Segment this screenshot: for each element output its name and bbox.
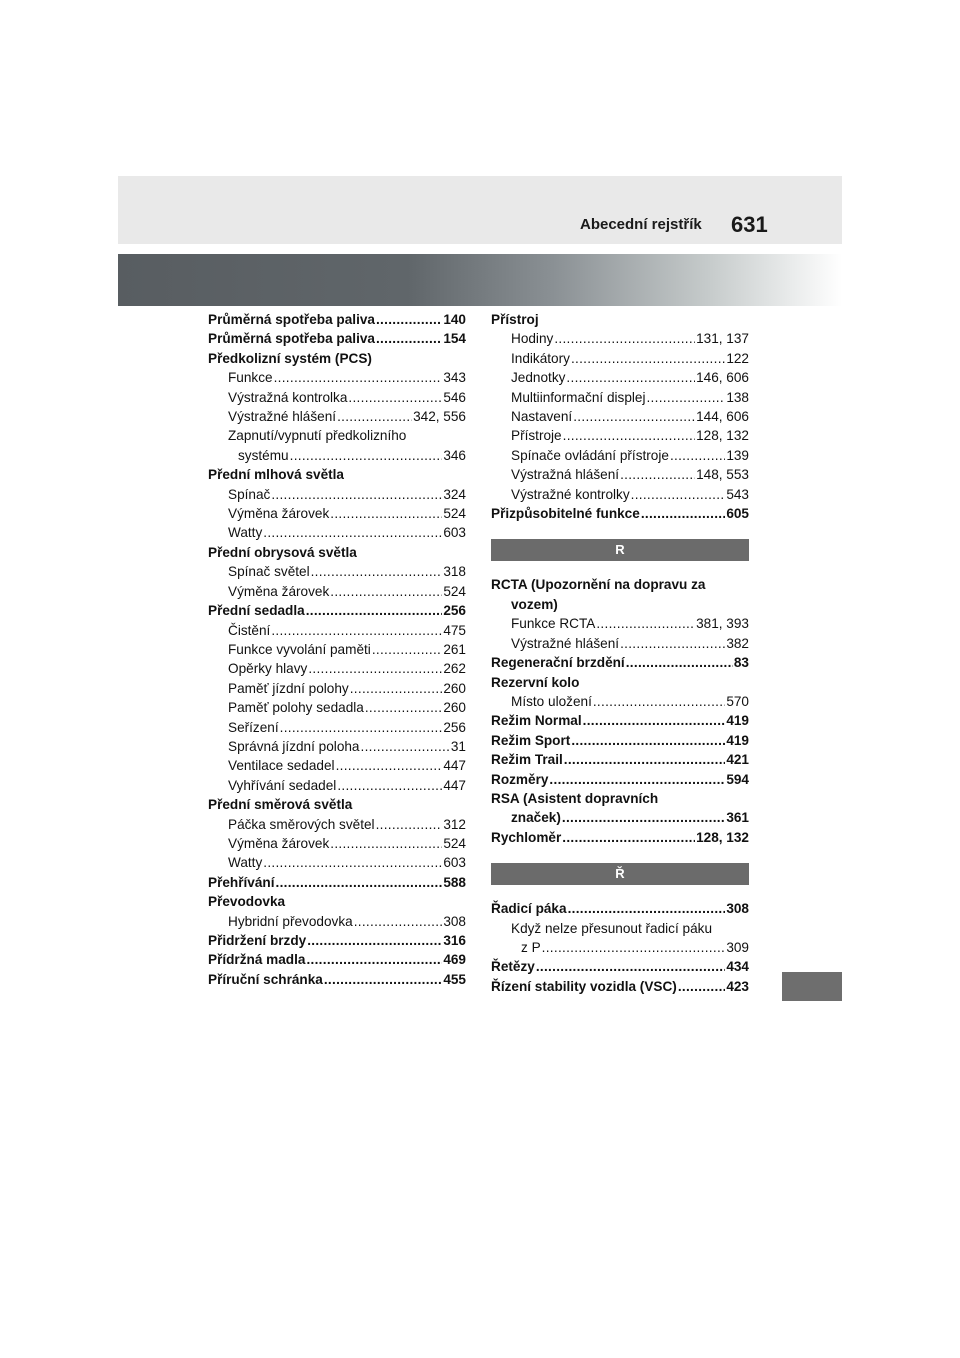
index-entry	[208, 815, 466, 834]
index-entry	[208, 756, 466, 775]
index-entry-pages: 342, 556	[413, 409, 466, 425]
section-letter-bar: R	[491, 539, 749, 561]
index-entry-label: Funkce RCTA	[511, 616, 596, 632]
index-entry-pages: 256	[443, 603, 466, 619]
index-entry-pages: 475	[443, 622, 466, 638]
index-entry-pages: 261	[443, 641, 466, 657]
index-entry	[491, 614, 749, 633]
decorative-gradient-bar	[118, 254, 842, 306]
index-entry-label: Režim Trail	[491, 752, 563, 768]
index-entry-label: Hybridní převodovka	[228, 913, 353, 929]
index-entry	[208, 426, 466, 445]
index-entry	[491, 770, 749, 789]
index-entry	[491, 711, 749, 730]
index-entry	[491, 485, 749, 504]
index-entry-pages: 144, 606	[696, 409, 749, 425]
dot-leader	[308, 659, 442, 678]
index-entry-label: Přední obrysová světla	[208, 544, 357, 560]
index-entry	[208, 659, 466, 678]
dot-leader	[365, 698, 442, 717]
index-entry-label: Přehřívání	[208, 874, 275, 890]
index-entry	[491, 828, 749, 847]
dot-leader	[376, 329, 442, 348]
index-entry-label: Když nelze přesunout řadicí páku	[511, 920, 713, 936]
index-entry-label: Zapnutí/vypnutí předkolizního	[228, 428, 407, 444]
index-entry-pages: 423	[726, 978, 749, 994]
index-entry-label: Předkolizní systém (PCS)	[208, 350, 372, 366]
dot-leader	[350, 679, 443, 698]
index-entry-label: Správná jízdní poloha	[228, 738, 360, 754]
index-entry-pages: 128, 132	[696, 829, 749, 845]
index-entry-label: RSA (Asistent dopravních	[491, 790, 659, 806]
dot-leader	[372, 640, 443, 659]
index-entry	[491, 310, 749, 329]
index-entry	[491, 407, 749, 426]
index-entry	[208, 912, 466, 931]
index-entry	[208, 834, 466, 853]
index-entry	[208, 349, 466, 368]
dot-leader	[641, 504, 726, 523]
dot-leader	[593, 692, 725, 711]
index-entry-pages: 381, 393	[696, 616, 749, 632]
dot-leader	[336, 756, 443, 775]
index-entry-label: Rychloměr	[491, 829, 562, 845]
index-entry-label: Přední mlhová světla	[208, 467, 344, 483]
dot-leader	[562, 808, 725, 827]
dot-leader	[571, 731, 725, 750]
index-entry-pages: 594	[726, 771, 749, 787]
index-entry-label: Rozměry	[491, 771, 549, 787]
index-entry	[208, 698, 466, 717]
index-entry-pages: 469	[443, 952, 466, 968]
index-entry-pages: 122	[726, 350, 749, 366]
dot-leader	[311, 562, 443, 581]
index-entry-label: Výměna žárovek	[228, 583, 330, 599]
index-entry-label: Jednotky	[511, 370, 566, 386]
index-entry	[491, 692, 749, 711]
index-entry-pages: 262	[443, 661, 466, 677]
index-entry-pages: 260	[443, 700, 466, 716]
index-entry	[208, 582, 466, 601]
index-entry-pages: 324	[443, 486, 466, 502]
index-entry-pages: 419	[726, 732, 749, 748]
index-entry	[208, 504, 466, 523]
index-entry-label: z P	[521, 939, 541, 955]
index-entry-pages: 434	[726, 959, 749, 975]
index-entry-pages: 421	[726, 752, 749, 768]
index-entry-label: RCTA (Upozornění na dopravu za	[491, 577, 706, 593]
dot-leader	[274, 368, 443, 387]
index-entry-pages: 603	[443, 855, 466, 871]
index-entry	[208, 931, 466, 950]
dot-leader	[678, 977, 726, 996]
index-entry-label: Hodiny	[511, 331, 554, 347]
index-entry	[208, 329, 466, 348]
index-entry-pages: 605	[726, 506, 749, 522]
dot-leader	[263, 523, 442, 542]
index-entry	[208, 562, 466, 581]
index-entry-label: Výměna žárovek	[228, 506, 330, 522]
index-entry-label: Funkce vyvolání paměti	[228, 641, 371, 657]
index-entry-pages: 588	[443, 874, 466, 890]
index-entry	[491, 899, 749, 918]
dot-leader	[626, 653, 733, 672]
index-entry-pages: 546	[443, 389, 466, 405]
index-entry-label: Výstražná kontrolka	[228, 389, 348, 405]
index-entry	[208, 892, 466, 911]
index-entry-pages: 316	[443, 933, 466, 948]
index-entry	[491, 789, 749, 808]
index-column-right	[491, 310, 749, 996]
dot-leader	[330, 504, 442, 523]
dot-leader	[337, 776, 442, 795]
index-entry	[491, 653, 749, 672]
dot-leader	[307, 931, 442, 950]
index-entry	[208, 640, 466, 659]
index-entry-label: Watty	[228, 855, 263, 871]
index-entry-label: Spínač	[228, 486, 271, 502]
dot-leader	[330, 834, 442, 853]
index-entry-label: vozem)	[511, 596, 558, 612]
index-entry-label: Páčka směrových světel	[228, 816, 375, 832]
index-entry-label: Seřízení	[228, 719, 279, 735]
index-entry	[208, 543, 466, 562]
index-entry	[208, 368, 466, 387]
index-entry	[491, 673, 749, 692]
index-entry	[491, 329, 749, 348]
index-entry-pages: 128, 132	[696, 428, 749, 444]
index-entry	[208, 776, 466, 795]
index-entry-label: Watty	[228, 525, 263, 541]
index-entry-pages: 256	[443, 719, 466, 735]
index-entry	[491, 504, 749, 523]
index-entry-label: Vyhřívání sedadel	[228, 777, 337, 793]
index-entry-label: Nastavení	[511, 409, 573, 425]
dot-leader	[330, 582, 442, 601]
index-entry-label: Čistění	[228, 622, 271, 638]
index-entry-pages: 140	[443, 312, 466, 327]
index-entry-label: Průměrná spotřeba paliva	[208, 312, 375, 327]
index-entry-pages: 419	[726, 713, 749, 729]
index-entry-pages: 543	[726, 486, 749, 502]
dot-leader	[542, 938, 726, 957]
index-entry-label: Ventilace sedadel	[228, 758, 335, 774]
dot-leader	[536, 957, 725, 976]
dot-leader	[573, 407, 695, 426]
index-entry-label: Výměna žárovek	[228, 835, 330, 851]
dot-leader	[376, 310, 442, 329]
index-entry	[208, 718, 466, 737]
index-entry-label: Přední sedadla	[208, 603, 305, 619]
index-entry	[491, 634, 749, 653]
dot-leader	[337, 407, 412, 426]
index-entry	[491, 595, 749, 614]
index-entry	[208, 970, 466, 989]
section-letter-bar: Ř	[491, 863, 749, 885]
index-entry	[491, 446, 749, 465]
index-entry	[491, 957, 749, 976]
index-entry-label: Indikátory	[511, 350, 570, 366]
index-entry	[208, 465, 466, 484]
dot-leader	[568, 899, 726, 918]
index-entry-pages: 524	[443, 583, 466, 599]
dot-leader	[596, 614, 695, 633]
index-entry-pages: 312	[443, 816, 466, 832]
index-entry-label: Opěrky hlavy	[228, 661, 308, 677]
index-entry-label: Výstražné kontrolky	[511, 486, 630, 502]
index-entry-label: Funkce	[228, 370, 273, 386]
index-entry	[208, 485, 466, 504]
index-entry-pages: 603	[443, 525, 466, 541]
index-entry-pages: 318	[443, 564, 466, 580]
index-entry-pages: 138	[726, 389, 749, 405]
index-entry-label: Paměť polohy sedadla	[228, 700, 364, 716]
dot-leader	[646, 388, 725, 407]
index-entry-label: Přidržení brzdy	[208, 933, 307, 948]
index-entry-pages: 455	[443, 971, 466, 987]
index-entry-pages: 447	[443, 758, 466, 774]
dot-leader	[376, 815, 443, 834]
index-entry	[208, 621, 466, 640]
index-entry	[208, 679, 466, 698]
index-entry-label: Režim Sport	[491, 732, 571, 748]
index-entry-label: Přední směrová světla	[208, 797, 353, 813]
dot-leader	[549, 770, 725, 789]
dot-leader	[271, 621, 442, 640]
dot-leader	[306, 950, 442, 969]
index-entry-label: Výstražné hlášení	[228, 409, 337, 425]
index-entry	[491, 368, 749, 387]
index-entry-pages: 524	[443, 835, 466, 851]
dot-leader	[583, 711, 726, 730]
index-entry	[208, 407, 466, 426]
dot-leader	[554, 329, 695, 348]
index-entry	[208, 601, 466, 620]
index-entry	[491, 426, 749, 445]
index-entry-pages: 361	[726, 810, 749, 826]
index-entry-label: značek)	[511, 810, 561, 826]
dot-leader	[562, 828, 695, 847]
index-entry-pages: 382	[726, 635, 749, 651]
dot-leader	[276, 873, 443, 892]
index-entry-label: Převodovka	[208, 894, 286, 910]
index-entry	[491, 388, 749, 407]
dot-leader	[563, 426, 695, 445]
dot-leader	[306, 601, 443, 620]
index-entry	[491, 938, 749, 957]
index-entry-label: Spínače ovládání přístroje	[511, 447, 669, 463]
dot-leader	[620, 634, 725, 653]
index-entry-pages: 83	[733, 655, 749, 671]
dot-leader	[566, 368, 695, 387]
index-entry	[208, 310, 466, 329]
dot-leader	[263, 853, 442, 872]
index-entry-label: Příruční schránka	[208, 971, 323, 987]
index-entry-label: Režim Normal	[491, 713, 582, 729]
index-entry	[491, 465, 749, 484]
index-entry	[491, 808, 749, 827]
dot-leader	[620, 465, 695, 484]
chapter-thumb-tab	[782, 972, 842, 1001]
dot-leader	[631, 485, 726, 504]
dot-leader	[571, 349, 725, 368]
index-entry	[208, 853, 466, 872]
dot-leader	[670, 446, 725, 465]
index-entry-pages: 308	[726, 901, 749, 917]
index-entry-label: systému	[238, 447, 289, 463]
index-entry	[491, 977, 749, 996]
index-entry-label: Paměť jízdní polohy	[228, 680, 349, 696]
dot-leader	[361, 737, 450, 756]
dot-leader	[271, 485, 442, 504]
index-entry-pages: 570	[726, 693, 749, 709]
index-entry-pages: 524	[443, 506, 466, 522]
index-entry-pages: 148, 553	[696, 467, 749, 483]
index-entry-label: Přístroje	[511, 428, 562, 444]
index-entry-pages: 260	[443, 680, 466, 696]
index-entry-pages: 309	[726, 939, 749, 955]
dot-leader	[290, 446, 443, 465]
dot-leader	[280, 718, 443, 737]
dot-leader	[348, 388, 442, 407]
dot-leader	[354, 912, 443, 931]
index-entry-label: Výstražná hlášení	[511, 467, 620, 483]
index-entry-label: Přídržná madla	[208, 952, 306, 968]
index-entry-pages: 447	[443, 777, 466, 793]
dot-leader	[564, 750, 726, 769]
index-entry	[491, 750, 749, 769]
index-entry	[491, 731, 749, 750]
index-column-left	[208, 310, 466, 989]
index-entry	[208, 446, 466, 465]
index-entry-pages: 131, 137	[696, 331, 749, 347]
index-entry	[491, 919, 749, 938]
index-entry	[208, 388, 466, 407]
index-entry-label: Rezervní kolo	[491, 674, 580, 690]
index-entry-label: Řadicí páka	[491, 901, 567, 917]
index-entry-pages: 146, 606	[696, 370, 749, 386]
index-entry-pages: 139	[726, 447, 749, 463]
index-entry-label: Místo uložení	[511, 693, 592, 709]
index-entry-label: Spínač světel	[228, 564, 310, 580]
index-entry-label: Řetězy	[491, 959, 535, 975]
index-entry	[208, 795, 466, 814]
dot-leader	[324, 970, 442, 989]
page-number: 631	[731, 212, 768, 237]
index-entry-label: Přizpůsobitelné funkce	[491, 506, 640, 522]
index-entry-pages: 308	[443, 913, 466, 929]
index-entry-label: Řízení stability vozidla (VSC)	[491, 978, 677, 994]
index-entry-pages: 343	[443, 370, 466, 386]
index-entry	[208, 737, 466, 756]
page-header-title: Abecední rejstřík	[580, 216, 702, 233]
index-entry-pages: 31	[450, 738, 466, 754]
index-entry-pages: 346	[443, 447, 466, 463]
index-entry	[491, 349, 749, 368]
index-entry-label: Regenerační brzdění	[491, 655, 625, 671]
index-entry	[208, 950, 466, 969]
index-entry-pages: 154	[443, 331, 466, 347]
index-entry-label: Průměrná spotřeba paliva	[208, 331, 375, 347]
index-entry-label: Výstražné hlášení	[511, 635, 620, 651]
index-entry-label: Přístroj	[491, 312, 539, 327]
index-entry	[208, 873, 466, 892]
index-entry-label: Multiinformační displej	[511, 389, 646, 405]
index-entry	[208, 523, 466, 542]
index-entry	[491, 575, 749, 594]
